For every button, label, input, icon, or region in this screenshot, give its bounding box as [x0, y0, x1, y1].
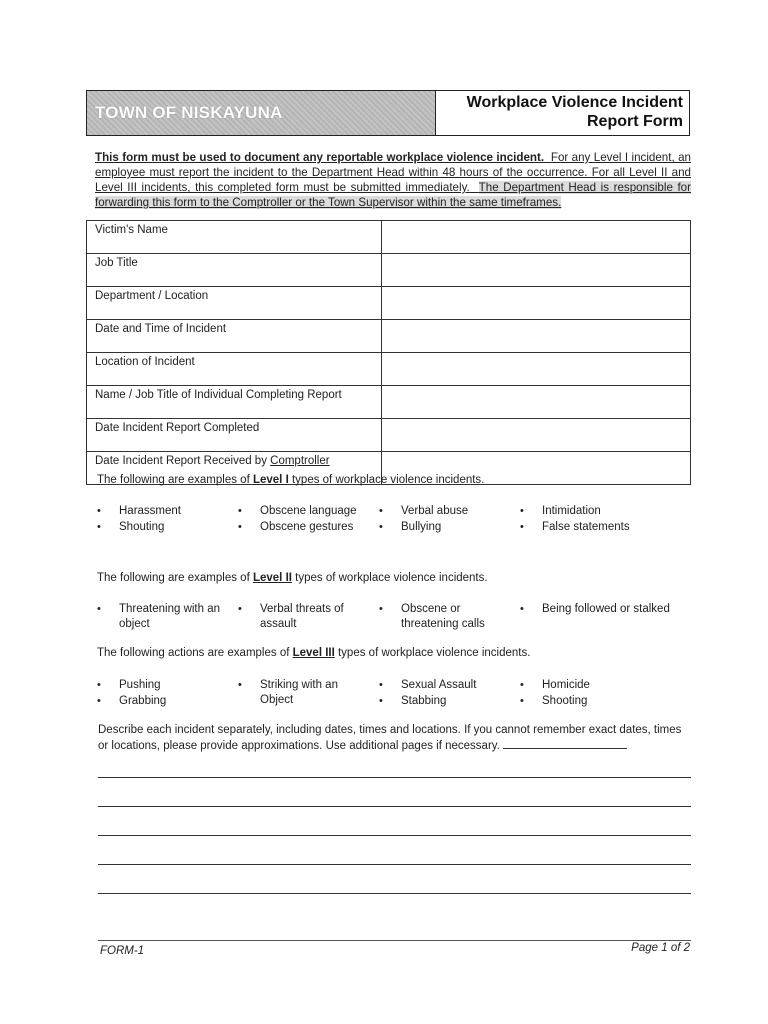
answer-line[interactable] [98, 806, 691, 807]
example-text: Striking with an Object [260, 679, 338, 706]
form-row [87, 320, 691, 353]
example-text: Verbal abuse [401, 505, 469, 517]
form-row [87, 386, 691, 419]
bullet-icon: • [379, 521, 383, 533]
page-number: Page 1 of 2 [631, 942, 690, 954]
example-text: Shooting [542, 695, 588, 707]
example-column [520, 602, 695, 618]
bullet-icon: • [379, 505, 383, 517]
level1-intro [97, 474, 484, 486]
describe-text: Describe each incident separately, including dates, times and locations. If you cannot remember exact dates, times or locations, please provide approximations. Use additional pages if necessary. [98, 724, 682, 752]
bullet-icon: • [379, 695, 383, 707]
bullet-icon: • [97, 521, 101, 533]
example-text: Intimidation [542, 505, 601, 517]
example-item [379, 694, 509, 709]
field-label: Date Incident Report Completed [87, 419, 382, 452]
example-item [379, 504, 509, 519]
form-row [87, 221, 691, 254]
field-input[interactable] [382, 419, 691, 452]
form-row [87, 254, 691, 287]
answer-line[interactable] [98, 835, 691, 836]
example-column [379, 504, 509, 536]
level2-pre: The following are examples of [97, 572, 253, 584]
example-text: Being followed or stalked [542, 603, 670, 615]
bullet-icon: • [238, 679, 242, 691]
field-input[interactable] [382, 221, 691, 254]
form-row [87, 287, 691, 320]
footer-divider [98, 940, 691, 941]
field-input[interactable] [382, 353, 691, 386]
form-number: FORM-1 [100, 945, 145, 957]
example-item [379, 678, 509, 693]
example-text: Verbal threats of assault [260, 603, 344, 630]
answer-line[interactable] [98, 777, 691, 778]
example-item [238, 602, 368, 632]
bullet-icon: • [97, 679, 101, 691]
level3-label: Level III [292, 647, 335, 659]
bullet-icon: • [520, 521, 524, 533]
example-text: Bullying [401, 521, 442, 533]
bullet-icon: • [97, 505, 101, 517]
org-banner [87, 91, 436, 135]
example-column [520, 504, 695, 536]
example-item [97, 504, 227, 519]
example-item [238, 520, 368, 535]
bullet-icon: • [520, 679, 524, 691]
example-text: Shouting [119, 521, 165, 533]
form-header [86, 90, 690, 136]
describe-instructions [98, 722, 692, 754]
intro-text: For any Level I incident, an employee must report the incident to the Department Head within 48 hours of the occurrence. For all Level II and Level III incidents, this completed form must be submitted immediately. [95, 151, 691, 194]
example-column [379, 678, 509, 710]
bullet-icon: • [238, 505, 242, 517]
example-item [97, 520, 227, 535]
example-text: Pushing [119, 679, 161, 691]
level3-pre: The following actions are examples of [97, 647, 293, 659]
answer-line[interactable] [98, 864, 691, 865]
example-item [379, 602, 509, 632]
level2-label: Level II [252, 572, 292, 584]
example-text: Harassment [119, 505, 181, 517]
bullet-icon: • [520, 603, 524, 615]
example-column [238, 678, 368, 709]
org-name: TOWN OF NISKAYUNA [95, 103, 283, 122]
form-title [436, 91, 689, 135]
bullet-icon: • [97, 603, 101, 615]
field-label-prefix: Date Incident Report Received by [95, 455, 271, 467]
field-label: Job Title [87, 254, 382, 287]
level3-intro [97, 647, 530, 659]
example-column [97, 602, 227, 633]
example-column [520, 678, 695, 710]
level1-label: Level I [252, 474, 289, 486]
example-column [238, 602, 368, 633]
example-item [520, 694, 695, 709]
intro-highlight: The Department Head is responsible for forwarding this form to the Comptroller or the Town Supervisor within the same timeframes. [95, 181, 691, 209]
form-row [87, 419, 691, 452]
example-item [379, 520, 509, 535]
answer-line[interactable] [98, 893, 691, 894]
example-text: Obscene language [260, 505, 357, 517]
example-text: Sexual Assault [401, 679, 477, 691]
level1-post: types of workplace violence incidents. [288, 474, 485, 486]
example-column [379, 602, 509, 633]
example-text: Stabbing [401, 695, 447, 707]
bullet-icon: • [520, 695, 524, 707]
field-label: Department / Location [87, 287, 382, 320]
level1-pre: The following are examples of [97, 474, 253, 486]
example-item [97, 694, 227, 709]
comptroller-label: Comptroller [270, 455, 330, 467]
field-input[interactable] [382, 254, 691, 287]
field-label: Name / Job Title of Individual Completing Report [87, 386, 382, 419]
field-label: Date and Time of Incident [87, 320, 382, 353]
form-title-line1: Workplace Violence Incident [466, 94, 683, 111]
example-text: Grabbing [119, 695, 167, 707]
level3-post: types of workplace violence incidents. [334, 647, 531, 659]
example-item [97, 678, 227, 693]
field-input[interactable] [382, 320, 691, 353]
example-text: False statements [542, 521, 630, 533]
describe-answer-line[interactable] [503, 738, 627, 749]
field-input[interactable] [382, 386, 691, 419]
example-item [520, 520, 695, 535]
example-text: Obscene gestures [260, 521, 354, 533]
incident-info-table [86, 220, 691, 485]
field-label: Location of Incident [87, 353, 382, 386]
example-column [97, 504, 227, 536]
intro-bold: This form must be used to document any reportable workplace violence incident. [95, 151, 545, 164]
level2-intro [97, 572, 488, 584]
bullet-icon: • [520, 505, 524, 517]
bullet-icon: • [238, 603, 242, 615]
example-item [520, 602, 695, 617]
bullet-icon: • [238, 521, 242, 533]
example-item [238, 504, 368, 519]
example-text: Homicide [542, 679, 590, 691]
field-input[interactable] [382, 287, 691, 320]
bullet-icon: • [379, 679, 383, 691]
example-item [520, 678, 695, 693]
example-item [238, 678, 368, 708]
bullet-icon: • [379, 603, 383, 615]
example-item [97, 602, 227, 632]
form-row [87, 353, 691, 386]
bullet-icon: • [97, 695, 101, 707]
example-column [238, 504, 368, 536]
example-text: Obscene or threatening calls [401, 603, 485, 630]
field-label: Victim's Name [87, 221, 382, 254]
level2-post: types of workplace violence incidents. [291, 572, 488, 584]
example-text: Threatening with an object [119, 603, 221, 630]
example-column [97, 678, 227, 710]
form-title-line2: Report Form [587, 113, 683, 130]
intro-paragraph [95, 150, 691, 210]
example-item [520, 504, 695, 519]
